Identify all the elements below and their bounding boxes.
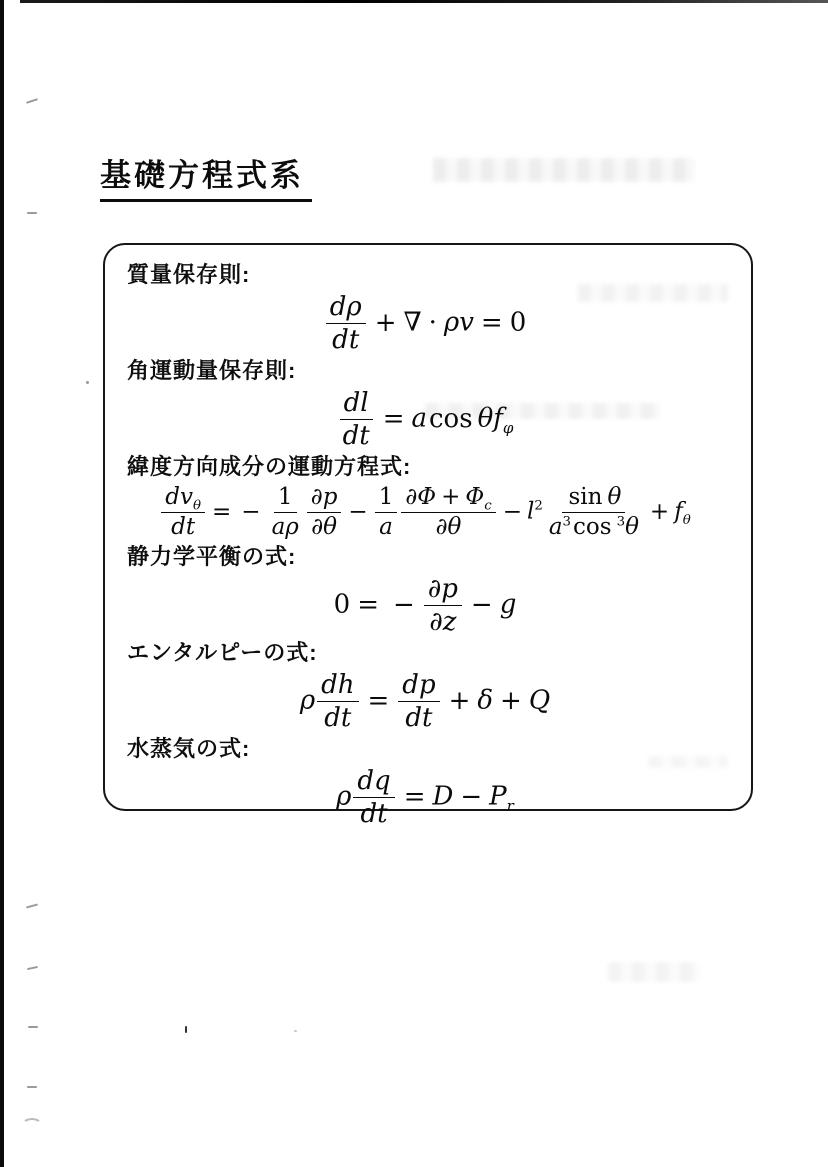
scan-speck-artifact: [27, 212, 37, 214]
scan-edge-top-artifact: [20, 0, 828, 3]
scan-speck-artifact: [294, 1030, 297, 1032]
equation-label: 静力学平衡の式:: [127, 543, 297, 569]
fraction: $\frac{dq}{dt}$: [353, 767, 394, 828]
bleed-through-artifact: [608, 962, 700, 982]
scan-speck-artifact: [185, 1026, 187, 1033]
fraction: $\frac{dp}{dt}$: [398, 671, 439, 732]
equation-formula: $\frac{d\rho}{dt}$ + ∇ · ρv = 0: [125, 293, 731, 354]
scan-speck-artifact: [27, 966, 38, 970]
equation-label: 角運動量保存則:: [127, 358, 297, 384]
equation-formula: 0 = − $\frac{\partial p}{\partial z}$ − g: [333, 573, 517, 638]
equation-block: [125, 354, 731, 450]
equation-formula: ρ $\frac{dq}{dt}$ = $D - P_r$: [336, 766, 514, 830]
fraction: $\frac{dl}{dt}$: [339, 389, 374, 450]
equation-block: [125, 258, 731, 354]
fraction: $\frac{dh}{dt}$: [317, 671, 358, 732]
scan-speck-artifact: [26, 98, 38, 104]
fraction: $\frac{dv_\theta}{dt}$: [161, 485, 205, 540]
scan-speck-artifact: [86, 381, 89, 384]
scan-speck-artifact: [28, 1026, 38, 1028]
equation-label: 緯度方向成分の運動方程式:: [127, 454, 412, 480]
equation-label: 水蒸気の式:: [127, 736, 251, 762]
scan-speck-artifact: [26, 903, 38, 908]
bleed-through-artifact: [433, 158, 695, 182]
equation-formula: ρ $\frac{dh}{dt}$ = $\frac{dp}{dt}$ + δ + Q: [299, 670, 551, 734]
fraction: $\frac{\partial\Phi + \Phi_c}{\partial\theta}$: [401, 485, 495, 540]
equation-label: エンタルピーの式:: [127, 640, 318, 666]
equation-formula: $\frac{dv_\theta}{dt}$ = − $\frac{1}{a\rho}$ $\frac{\partial p}{\partial\theta}$ − $\frac{1}{a}$ $\frac{\partial\Phi + \Phi_c}{\partial\theta}$ − $l^2$ $\frac{\text{sin θ}}{a^3\cos ^3\theta}$ + $f_\theta$: [125, 485, 731, 540]
equation-block: [125, 636, 731, 732]
fraction: $\frac{\text{sin θ}}{a^3\cos ^3\theta}$: [548, 484, 639, 541]
equation-block: [125, 450, 731, 540]
equation-block: [125, 732, 731, 828]
fraction: $\frac{\partial p}{\partial z}$: [424, 575, 462, 636]
equation-formula: $\frac{dl}{dt}$ = acos $\theta f_\varphi$: [125, 389, 731, 450]
equation-label: 質量保存則:: [127, 262, 251, 287]
page-title: 基礎方程式系: [100, 150, 312, 202]
scan-speck-artifact: [22, 1118, 42, 1132]
fraction: $\frac{1}{a\rho}$: [271, 484, 299, 541]
equation-block: [125, 540, 731, 636]
fraction: $\frac{\partial p}{\partial\theta}$: [307, 485, 342, 540]
equation-box: [103, 243, 753, 830]
fraction: $\frac{1}{a}$: [375, 485, 398, 540]
scan-edge-left-artifact: [0, 0, 4, 1167]
fraction: $\frac{d\rho}{dt}$: [326, 293, 366, 354]
scan-speck-artifact: [27, 1086, 37, 1088]
